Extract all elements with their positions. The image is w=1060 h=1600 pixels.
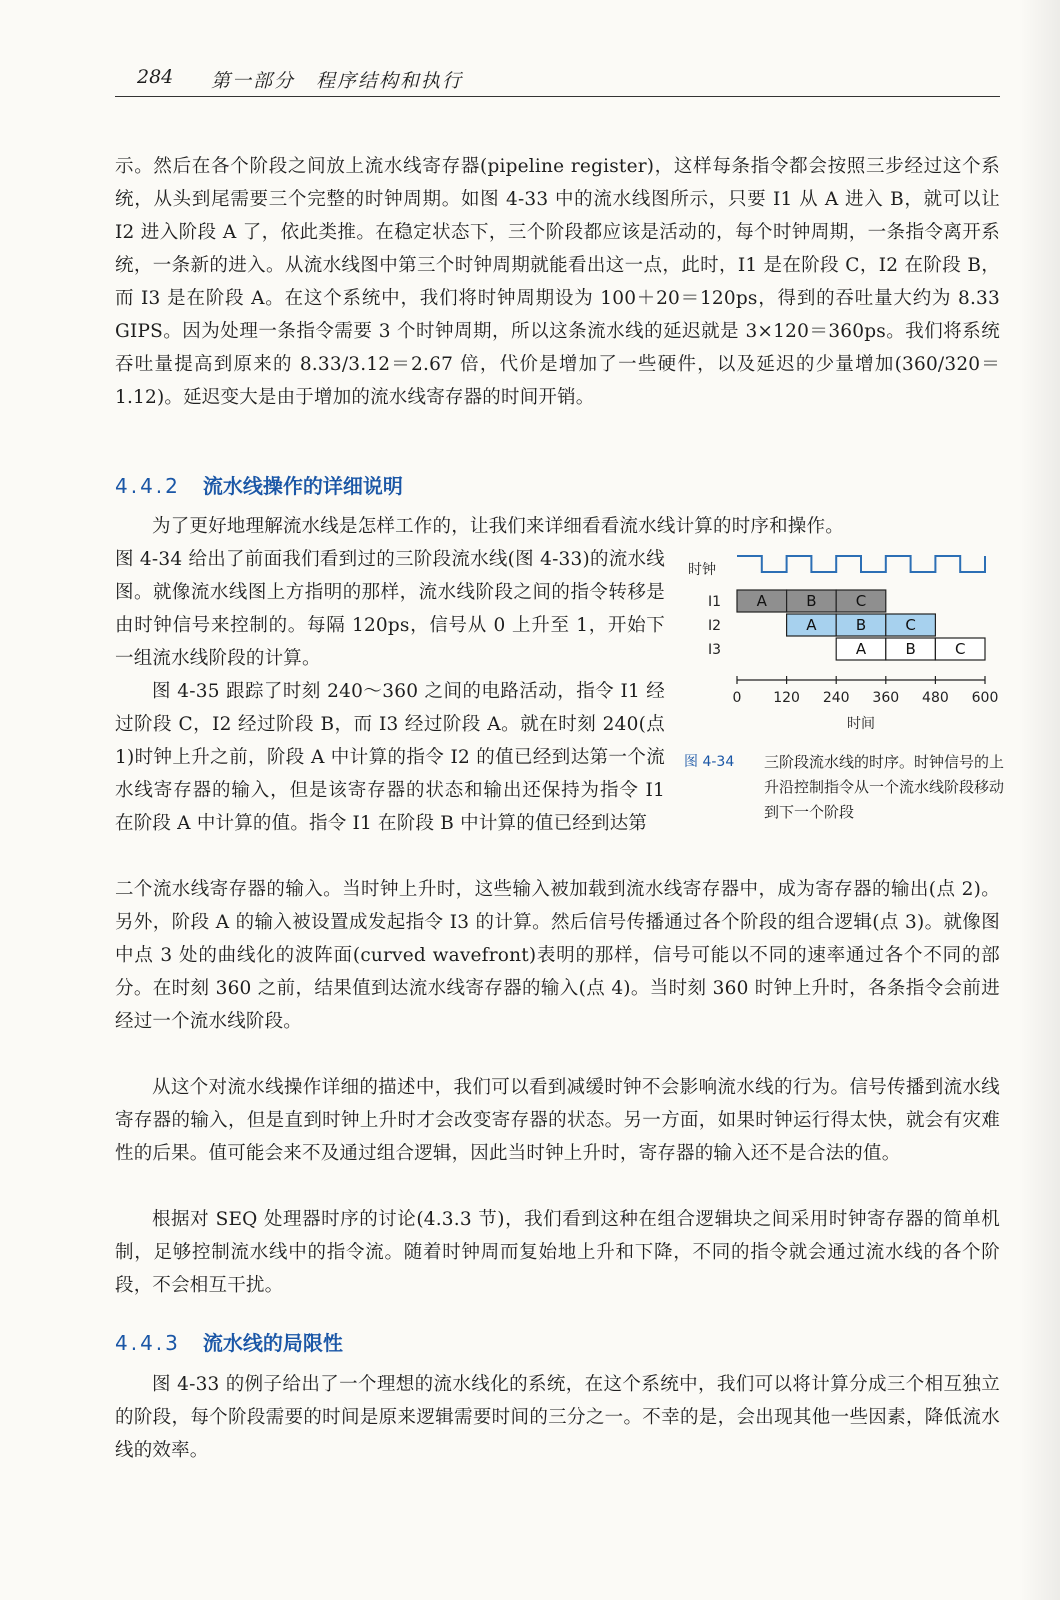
section-title: 流水线的局限性 [202, 1331, 343, 1355]
axis-tick-label: 0 [732, 690, 742, 706]
stage-label: B [855, 616, 867, 634]
page-edge-shadow [1020, 0, 1060, 1600]
section-title: 流水线操作的详细说明 [202, 474, 403, 498]
stage-label: C [905, 616, 916, 634]
instruction-label-i2: I2 [708, 618, 722, 634]
instruction-label-i3: I3 [708, 642, 722, 658]
section-number: 4.4.3 [115, 1331, 181, 1355]
axis-tick-label: 480 [922, 690, 949, 706]
axis-tick-label: 120 [773, 690, 800, 706]
paragraph-understanding: 为了更好地理解流水线是怎样工作的，让我们来详细看看流水线计算的时序和操作。 [152, 516, 844, 537]
stage-label: B [806, 592, 817, 610]
clock-waveform [737, 556, 985, 572]
pipeline-timing-diagram [680, 548, 1010, 748]
running-header [115, 62, 1000, 97]
stage-label: C [954, 640, 966, 658]
pipeline-timing-figure [680, 548, 1010, 858]
figure-caption [684, 750, 1010, 825]
page-number: 284 [137, 66, 174, 88]
clock-label: 时钟 [688, 562, 716, 578]
stage-label: B [905, 640, 916, 658]
caption-text: 三阶段流水线的时序。时钟信号的上升沿控制指令从一个流水线阶段移动到下一个阶段 [764, 753, 1005, 821]
axis-tick-label: 600 [971, 690, 999, 706]
section-heading-4-4-3 [115, 1327, 343, 1356]
paragraph-circuit-activity: 图 4-35 跟踪了时刻 240～360 之间的电路活动，指令 I1 经过阶段 C，I2 经过阶段 B，而 I3 经过阶段 A。就在时刻 240(点 1)时钟上升之前，阶段 A 中计算的指令 I2 的值已经到达第一个流水线寄存器的输入，但是该寄存器的状态和输出还保持为指令 I1 在阶段 A 中计算的值。指令 I1 在阶段 B 中计算的值已经到达第 [115, 681, 665, 834]
clock-signal [737, 556, 985, 572]
stage-label: A [806, 616, 817, 634]
stage-label: A [855, 640, 867, 658]
stage-label: A [756, 592, 767, 610]
paragraph-clock-rise: 二个流水线寄存器的输入。当时钟上升时，这些输入被加载到流水线寄存器中，成为寄存器的输出(点 2)。另外，阶段 A 的输入被设置成发起指令 I3 的计算。然后信号传播通过各个阶段的组合逻辑(点 3)。就像图中点 3 处的曲线化的波阵面(curved wavefront)表明的那样，信号可能以不同的速率通过各个不同的部分。在时刻 360 之前，结果值到达流水线寄存器的输入(点 4)。当时刻 360 时钟上升时，各条指令会前进经过一个流水线阶段。 [115, 879, 1000, 1032]
stage-label: C [855, 592, 867, 610]
axis-tick-label: 360 [872, 690, 900, 706]
instruction-rows [708, 590, 985, 660]
paragraph-seq-timing: 根据对 SEQ 处理器时序的讨论(4.3.3 节)，我们看到这种在组合逻辑块之间采用时钟寄存器的简单机制，足够控制流水线中的指令流。随着时钟周而复始地上升和下降，不同的指令就会通过流水线的各个阶段，不会相互干扰。 [115, 1209, 1000, 1296]
axis-tick-label: 240 [822, 690, 850, 706]
time-axis [733, 676, 999, 706]
paragraph-slow-clock: 从这个对流水线操作详细的描述中，我们可以看到减缓时钟不会影响流水线的行为。信号传播到流水线寄存器的输入，但是直到时钟上升时才会改变寄存器的状态。另一方面，如果时钟运行得太快，就会有灾难性的后果。值可能会来不及通过组合逻辑，因此当时钟上升时，寄存器的输入还不是合法的值。 [115, 1077, 1000, 1164]
part-title: 第一部分 程序结构和执行 [211, 70, 464, 92]
section-number: 4.4.2 [115, 474, 181, 498]
instruction-label-i1: I1 [708, 594, 722, 610]
time-axis-label: 时间 [847, 716, 875, 732]
paragraph-figure-intro: 图 4-34 给出了前面我们看到过的三阶段流水线(图 4-33)的流水线图。就像流水线图上方指明的那样，流水线阶段之间的指令转移是由时钟信号来控制的。每隔 120ps，信号从 0 上升至 1，开始下一组流水线阶段的计算。 [115, 549, 665, 669]
paragraph-intro: 示。然后在各个阶段之间放上流水线寄存器(pipeline register)，这样每条指令都会按照三步经过这个系统，从头到尾需要三个完整的时钟周期。如图 4-33 中的流水线图所示，只要 I1 从 A 进入 B，就可以让 I2 进入阶段 A 了，依此类推。在稳定状态下，三个阶段都应该是活动的，每个时钟周期，一条指令离开系统，一条新的进入。从流水线图中第三个时钟周期就能看出这一点，此时，I1 是在阶段 C，I2 在阶段 B，而 I3 是在阶段 A。在这个系统中，我们将时钟周期设为 100＋20＝120ps，得到的吞吐量大约为 8.33 GIPS。因为处理一条指令需要 3 个时钟周期，所以这条流水线的延迟就是 3×120＝360ps。我们将系统吞吐量提高到原来的 8.33/3.12＝2.67 倍，代价是增加了一些硬件，以及延迟的少量增加(360/320＝1.12)。延迟变大是由于增加的流水线寄存器的时间开销。 [115, 156, 1000, 408]
section-heading-4-4-2 [115, 470, 403, 499]
caption-number: 图 4-34 [684, 754, 735, 770]
paragraph-limitations: 图 4-33 的例子给出了一个理想的流水线化的系统，在这个系统中，我们可以将计算分成三个相互独立的阶段，每个阶段需要的时间是原来逻辑需要时间的三分之一。不幸的是，会出现其他一些因素，降低流水线的效率。 [115, 1374, 1000, 1461]
